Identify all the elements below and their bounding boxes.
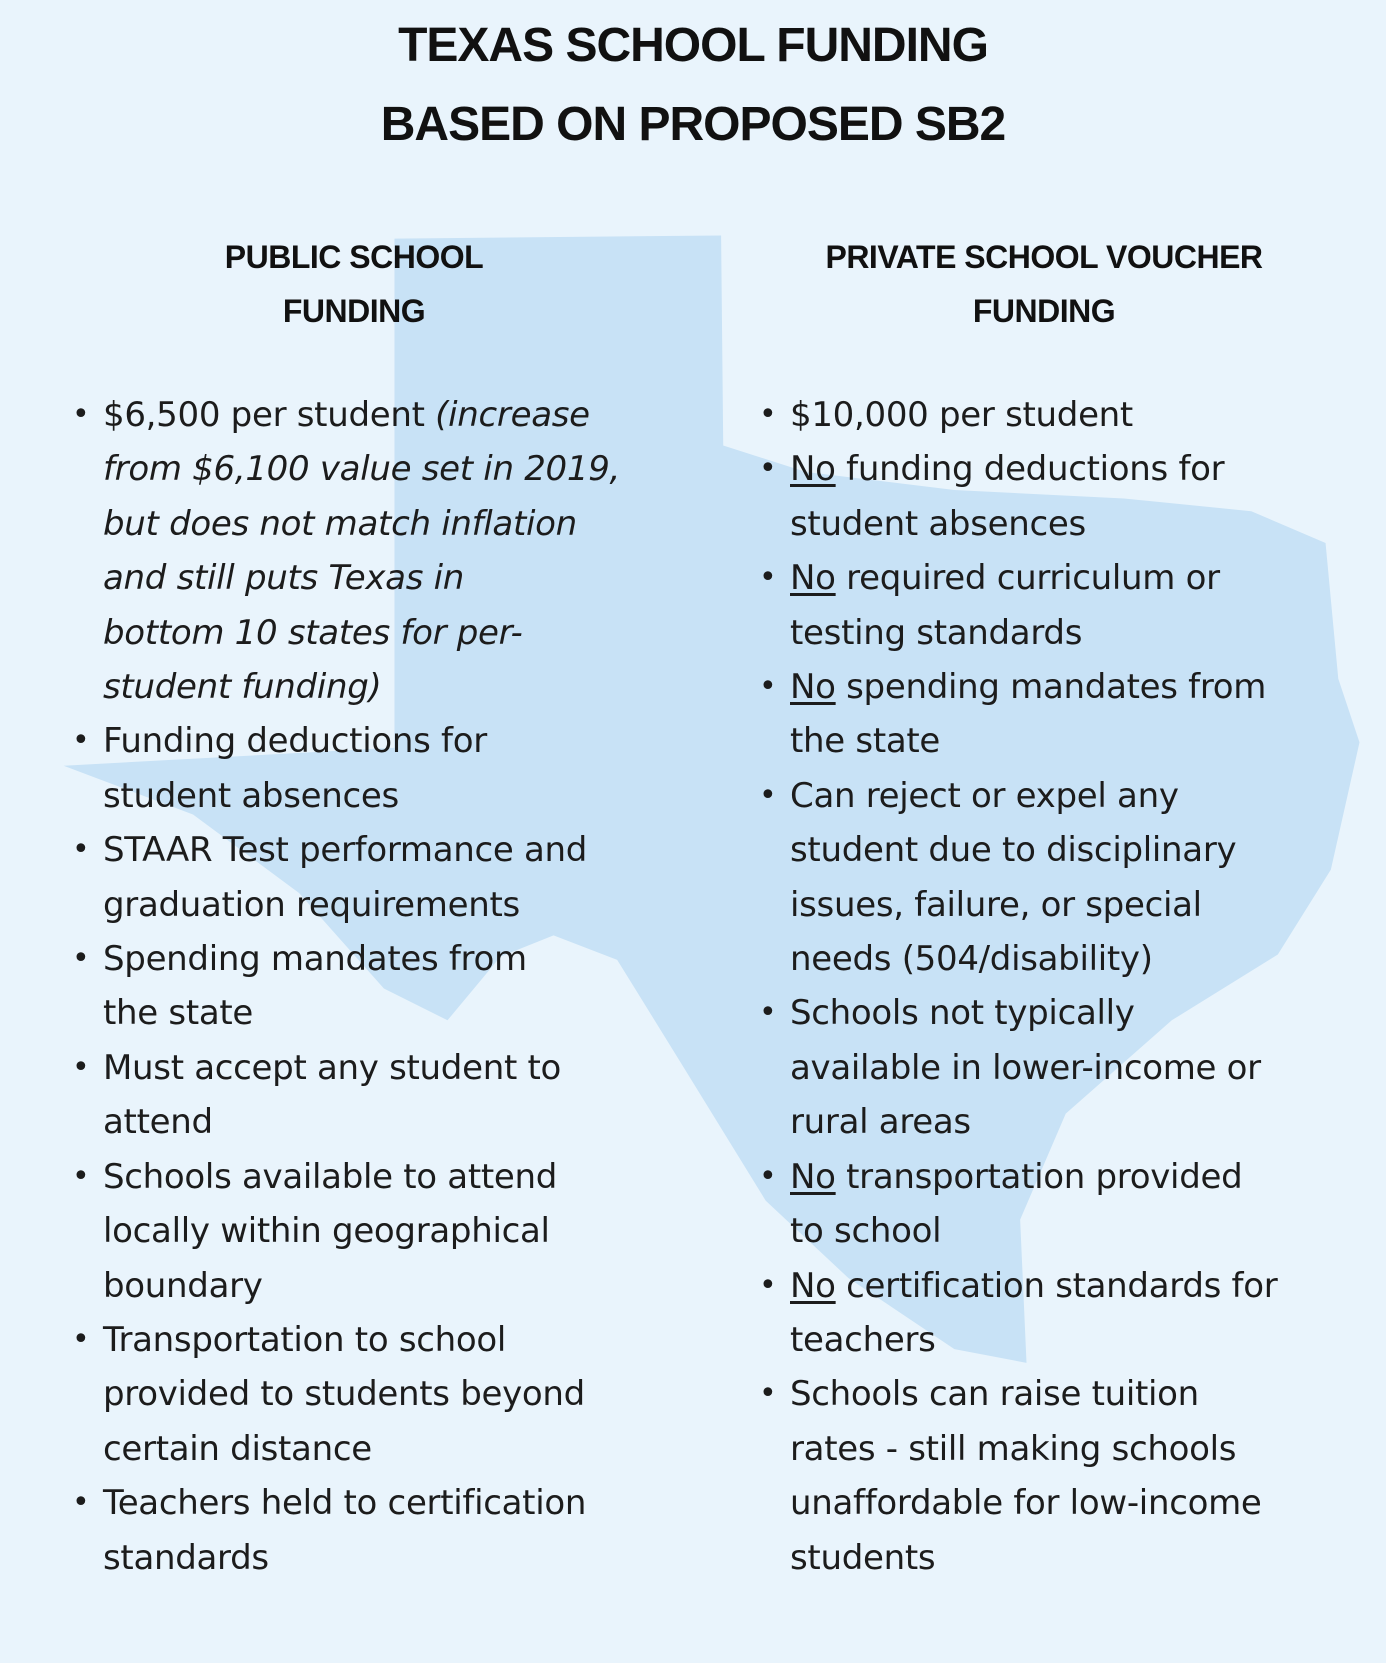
list-item <box>759 1259 1278 1368</box>
page-title-line-1: TEXAS SCHOOL FUNDING <box>398 19 988 72</box>
list-item-line <box>103 497 620 551</box>
bullet-icon: • <box>759 995 777 1031</box>
list-item-line <box>103 1422 620 1476</box>
list-item <box>759 769 1277 987</box>
list-item-line <box>103 606 620 660</box>
bullet-icon: • <box>759 777 777 813</box>
list-item-line <box>790 551 1277 605</box>
page-title-line-2: BASED ON PROPOSED SB2 <box>380 98 1006 151</box>
emphasis-no: No <box>790 449 836 490</box>
list-item <box>759 1150 1277 1259</box>
public-school-heading <box>154 230 554 338</box>
list-item-line <box>790 1204 1277 1258</box>
list-item <box>72 823 620 932</box>
bullet-icon: • <box>759 1376 777 1412</box>
text-segment: student absences <box>103 775 399 816</box>
list-item-line <box>103 986 620 1040</box>
text-segment: rates - still making schools <box>790 1428 1237 1469</box>
text-segment: available in lower-income or <box>790 1047 1261 1088</box>
text-segment: student absences <box>790 503 1086 544</box>
list-item-line <box>103 932 620 986</box>
text-segment: student funding) <box>103 667 382 708</box>
bullet-icon: • <box>72 723 90 759</box>
list-item-line <box>790 1367 1277 1421</box>
text-segment: Can reject or expel any <box>790 775 1179 816</box>
list-item-line <box>790 769 1277 823</box>
list-item-line <box>790 1531 1277 1585</box>
list-item-line <box>103 1204 620 1258</box>
text-segment: provided to students beyond <box>103 1374 585 1415</box>
list-item-line <box>790 878 1277 932</box>
text-segment: spending mandates from <box>835 667 1267 708</box>
text-segment: rural areas <box>790 1102 971 1143</box>
text-segment: $6,500 per student <box>103 395 436 435</box>
list-item-line <box>103 1313 620 1367</box>
bullet-icon: • <box>72 941 90 977</box>
text-segment: boundary <box>103 1265 263 1306</box>
list-item-line <box>790 1313 1277 1367</box>
text-segment: funding deductions for <box>835 449 1225 490</box>
text-segment: testing standards <box>790 612 1083 653</box>
text-segment: graduation requirements <box>103 884 520 925</box>
bullet-icon: • <box>72 397 90 432</box>
list-item-line <box>790 1259 1277 1313</box>
bullet-icon: • <box>72 1049 90 1085</box>
list-item-line <box>790 497 1277 551</box>
list-item-line <box>790 1422 1277 1476</box>
text-segment: and still puts Texas in <box>103 558 465 599</box>
text-segment: certain distance <box>103 1428 372 1469</box>
list-item-line <box>103 660 620 714</box>
bullet-icon: • <box>72 832 90 868</box>
text-segment: teachers <box>790 1319 936 1360</box>
list-item <box>759 388 1277 442</box>
text-segment: transportation provided <box>835 1156 1243 1197</box>
list-item-line <box>790 1041 1277 1095</box>
text-segment: STAAR Test performance and <box>103 830 588 871</box>
list-item <box>759 1367 1277 1585</box>
public-heading-line-2: FUNDING <box>282 293 426 329</box>
text-segment: needs (504/disability) <box>790 939 1153 980</box>
bullet-icon: • <box>759 1158 777 1194</box>
text-segment: Funding deductions for <box>103 721 487 762</box>
public-funding-list <box>72 388 621 1585</box>
list-item-line <box>790 388 1277 442</box>
public-heading-line-1: PUBLIC SCHOOL <box>224 239 484 275</box>
list-item <box>72 1476 620 1585</box>
list-item <box>72 388 621 714</box>
text-segment: attend <box>103 1102 213 1143</box>
text-segment: Schools not typically <box>790 993 1135 1034</box>
text-segment: but does not match inflation <box>103 503 577 544</box>
text-segment: Spending mandates from <box>103 939 527 980</box>
bullet-icon: • <box>759 669 777 705</box>
text-segment: locally within geographical <box>103 1211 550 1252</box>
list-item-line <box>790 1095 1277 1149</box>
text-segment: the state <box>790 721 941 762</box>
list-item-line <box>103 1259 620 1313</box>
private-heading-line-2: FUNDING <box>972 293 1116 329</box>
list-item-line <box>790 714 1277 768</box>
text-segment: issues, failure, or special <box>790 884 1202 925</box>
private-funding-list <box>759 388 1278 1585</box>
list-item <box>72 1150 620 1313</box>
list-item-line <box>103 1531 620 1585</box>
text-segment: Transportation to school <box>103 1319 507 1360</box>
bullet-icon: • <box>759 451 777 487</box>
list-item-line <box>790 660 1277 714</box>
emphasis-no: No <box>790 667 836 708</box>
text-segment: to school <box>790 1211 942 1252</box>
text-segment: unaffordable for low-income <box>790 1483 1262 1524</box>
list-item-line <box>103 823 620 877</box>
list-item-line <box>790 932 1277 986</box>
list-item-line <box>790 823 1277 877</box>
list-item <box>72 1041 620 1150</box>
list-item <box>759 551 1277 660</box>
text-segment: students <box>790 1537 936 1578</box>
list-item-line <box>103 1367 620 1421</box>
list-item <box>72 714 620 823</box>
emphasis-no: No <box>790 1265 836 1306</box>
private-school-heading <box>744 230 1344 338</box>
list-item <box>759 986 1277 1149</box>
list-item-line <box>790 1150 1277 1204</box>
bullet-icon: • <box>759 397 777 432</box>
list-item <box>759 660 1277 769</box>
list-item <box>72 1313 620 1476</box>
list-item-line <box>790 442 1277 496</box>
emphasis-no: No <box>790 558 836 599</box>
private-heading-line-1: PRIVATE SCHOOL VOUCHER <box>825 239 1263 275</box>
text-segment: student due to disciplinary <box>790 830 1237 871</box>
text-segment: from $6,100 value set in 2019, <box>103 449 621 490</box>
list-item <box>72 932 620 1041</box>
emphasis-no: No <box>790 1156 836 1197</box>
list-item <box>759 442 1277 551</box>
text-segment: Must accept any student to <box>103 1047 562 1088</box>
bullet-icon: • <box>72 1158 90 1194</box>
list-item-line <box>790 986 1277 1040</box>
bullet-icon: • <box>759 560 777 596</box>
list-item-line <box>103 388 620 442</box>
text-segment: Schools can raise tuition <box>790 1374 1199 1415</box>
text-segment: certification standards for <box>835 1265 1278 1306</box>
text-segment: $10,000 per student <box>790 395 1133 435</box>
bullet-icon: • <box>72 1485 90 1521</box>
bullet-icon: • <box>72 1321 90 1357</box>
text-segment: bottom 10 states for per- <box>103 612 523 653</box>
list-item-line <box>103 769 620 823</box>
list-item-line <box>790 1476 1277 1530</box>
text-segment: the state <box>103 993 254 1034</box>
list-item-line <box>103 1041 620 1095</box>
list-item-line <box>103 442 620 496</box>
list-item-line <box>103 1476 620 1530</box>
text-segment: standards <box>103 1537 269 1578</box>
list-item-line <box>790 606 1277 660</box>
text-segment: (increase <box>435 395 590 435</box>
list-item-line <box>103 878 620 932</box>
list-item-line <box>103 551 620 605</box>
text-segment: Teachers held to certification <box>103 1483 587 1524</box>
text-segment: required curriculum or <box>835 558 1220 599</box>
list-item-line <box>103 714 620 768</box>
text-segment: Schools available to attend <box>103 1156 558 1197</box>
bullet-icon: • <box>759 1267 777 1303</box>
list-item-line <box>103 1150 620 1204</box>
list-item-line <box>103 1095 620 1149</box>
